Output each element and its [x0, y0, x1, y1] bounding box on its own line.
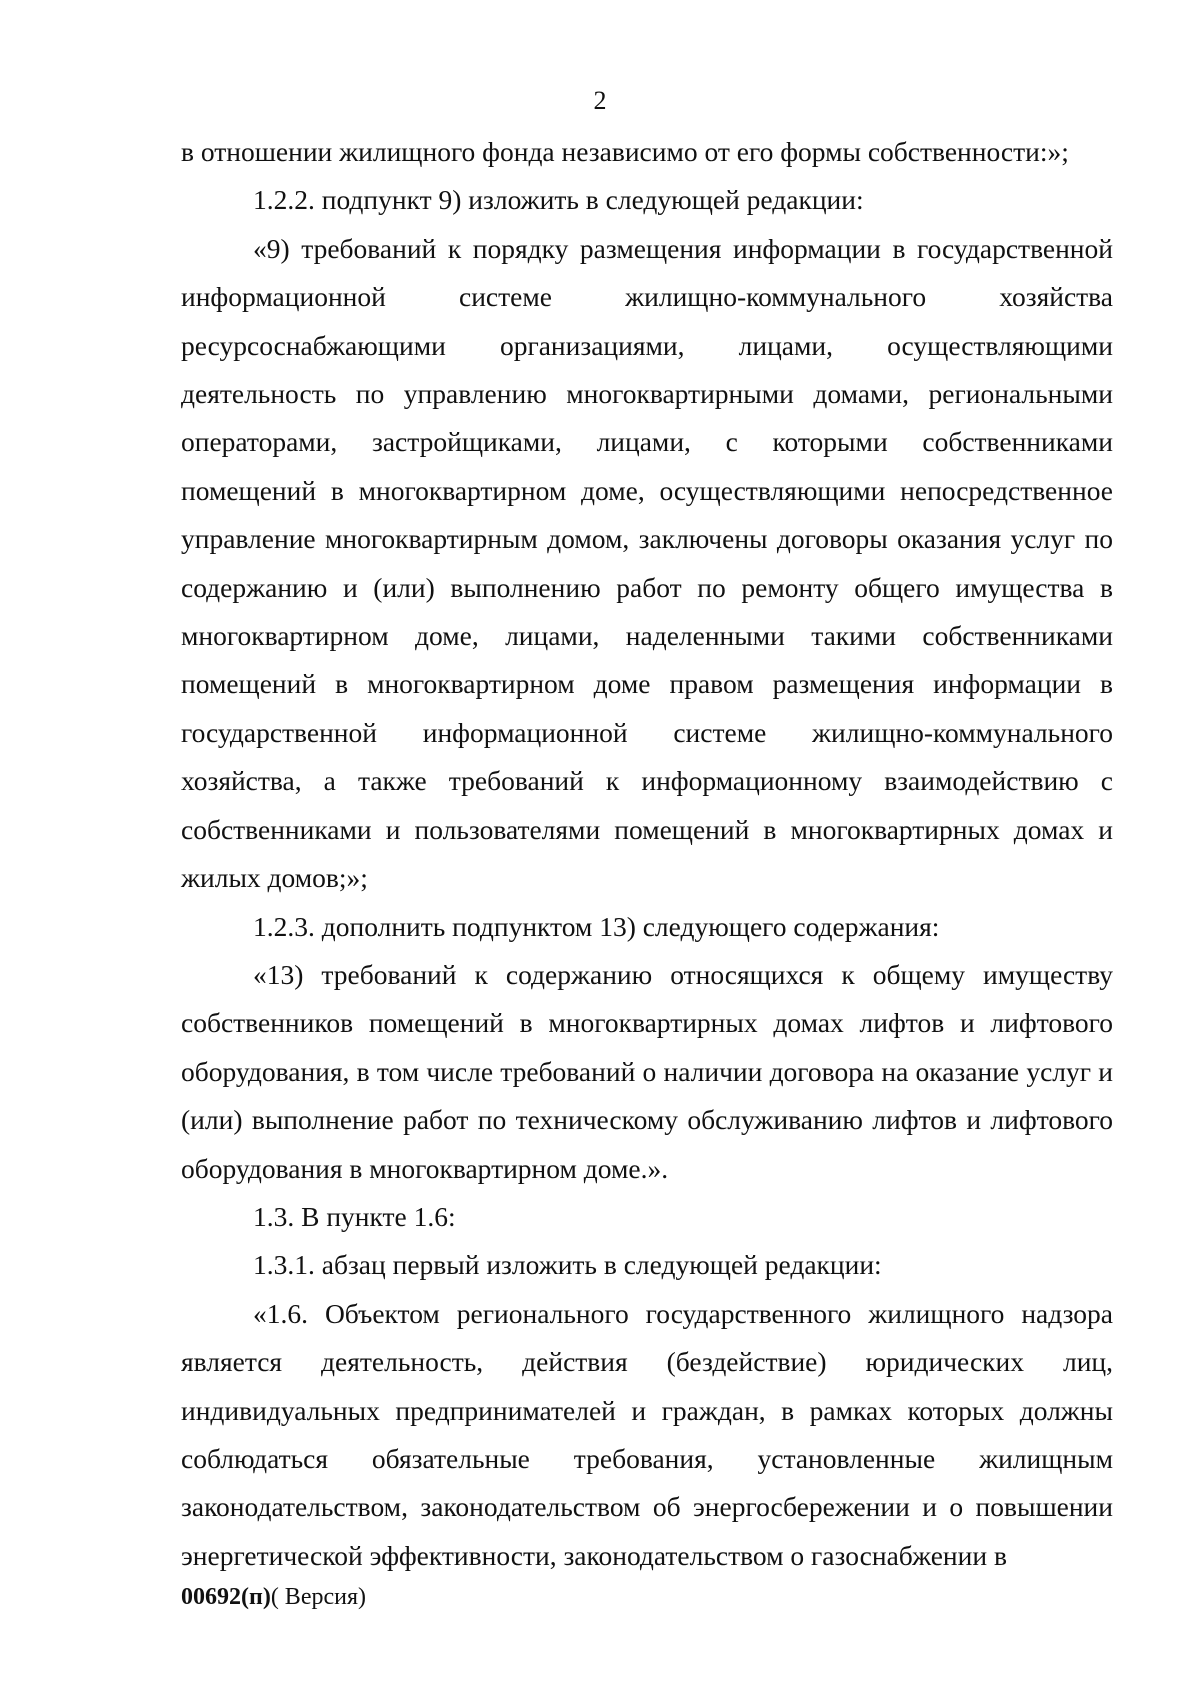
document-code: 00692(п): [181, 1584, 271, 1610]
paragraph: 1.3. В пункте 1.6:: [253, 1200, 456, 1232]
paragraph: «9) требований к порядку размещения информации в государственной информационной системе жилищно-коммунального хозяйства ресурсоснабжающими организациями, лицами, осуществляющими деятельность по управлению многоквартирными домами, региональными операторами, застройщиками, лицами, с которыми собственниками помещений в многоквартирном доме, осуществляющими непосредственное управление многоквартирным домом, заключены договоры оказания услуг по содержанию и (или) выполнению работ по ремонту общего имущества в многоквартирном доме, лицами, наделенными такими собственниками помещений в многоквартирном доме правом размещения информации в государственной информационной системе жилищно-коммунального хозяйства, а также требований к информационному взаимодействию с собственниками и пользователями помещений в многоквартирных домах и жилых домов;»;: [181, 232, 1113, 894]
paragraph: в отношении жилищного фонда независимо от его формы собственности:»;: [181, 136, 1069, 167]
page-number: 2: [593, 86, 607, 115]
paragraph: 1.2.3. дополнить подпунктом 13) следующего содержания:: [253, 910, 940, 942]
paragraph: 1.2.2. подпункт 9) изложить в следующей редакции:: [253, 184, 864, 216]
paragraph: 1.3.1. абзац первый изложить в следующей редакции:: [253, 1249, 882, 1281]
paragraph: «13) требований к содержанию относящихся к общему имуществу собственников помещений в многоквартирных домах лифтов и лифтового оборудования, в том числе требований о наличии договора на оказание услуг и (или) выполнение работ по техническому обслуживанию лифтов и лифтового оборудования в многоквартирном доме.».: [181, 958, 1113, 1184]
document-version: ( Версия): [270, 1584, 366, 1610]
document-footer: [181, 1582, 366, 1612]
document-body: [181, 128, 1113, 1580]
paragraph: «1.6. Объектом регионального государственного жилищного надзора является деятельность, действия (бездействие) юридических лиц, индивидуальных предпринимателей и граждан, в рамках которых должны соблюдаться обязательные требования, установленные жилищным законодательством, законодательством об энергосбережении и о повышении энергетической эффективности, законодательством о газоснабжении в: [181, 1297, 1113, 1571]
